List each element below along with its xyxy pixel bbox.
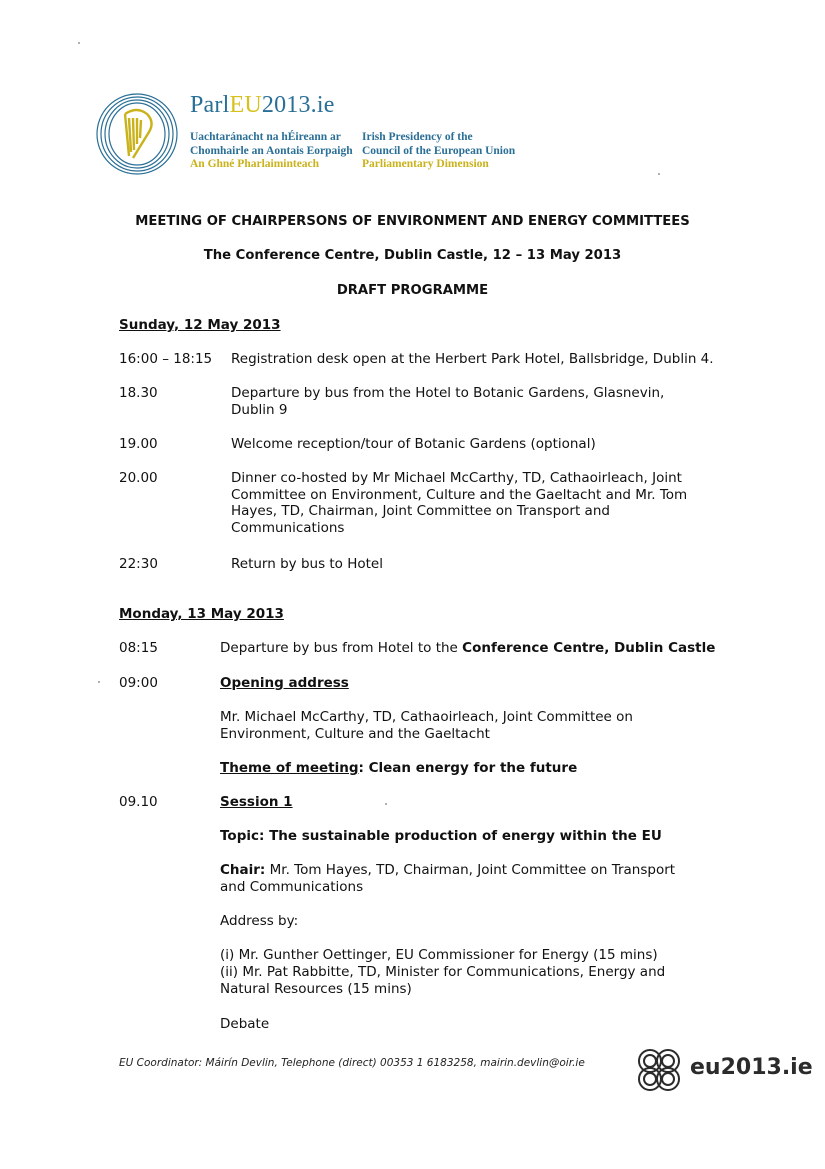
- programme-label: DRAFT PROGRAMME: [336, 283, 489, 298]
- agenda-time: 09.10: [119, 794, 158, 810]
- monday-heading: Monday, 13 May 2013: [119, 606, 284, 622]
- scan-speck: [658, 173, 660, 175]
- scan-speck: [385, 803, 387, 805]
- agenda-text: Departure by bus from the Hotel to Botanic Gardens, Glasnevin, Dublin 9: [231, 385, 665, 418]
- speaker-item: (ii) Mr. Pat Rabbitte, TD, Minister for Communications, Energy and Natural Resources (15 mins): [220, 964, 666, 997]
- brand-title: ParlEU2013.ie: [190, 92, 335, 118]
- debate-label: Debate: [220, 1016, 270, 1032]
- harp-logo-icon: [95, 92, 179, 176]
- opening-address-heading: Opening address: [220, 675, 349, 691]
- agenda-text: Dinner co-hosted by Mr Michael McCarthy, TD, Cathaoirleach, Joint Committee on Environment, Culture and the Gaeltacht and Mr. Tom Hayes, TD, Chairman, Joint Committee on Transport and Communications: [231, 470, 688, 536]
- session-heading: Session 1: [220, 794, 293, 810]
- agenda-text: Registration desk open at the Herbert Park Hotel, Ballsbridge, Dublin 4.: [231, 351, 714, 367]
- sunday-heading: Sunday, 12 May 2013: [119, 317, 281, 333]
- document-subtitle: The Conference Centre, Dublin Castle, 12 – 13 May 2013: [203, 248, 622, 263]
- agenda-time: 22:30: [119, 556, 158, 572]
- agenda-time: 09:00: [119, 675, 158, 691]
- theme-of-meeting: Theme of meeting: Clean energy for the future: [220, 760, 578, 776]
- eu-coordinator-contact: EU Coordinator: Máirín Devlin, Telephone (direct) 00353 1 6183258, mairin.devlin@oir.ie: [119, 1057, 585, 1069]
- irish-language-subtitle: Uachtaránacht na hÉireann ar Chomhairle an Aontais Eorpaigh An Ghné Pharlaiminteach: [190, 131, 353, 170]
- session-topic: Topic: The sustainable production of energy within the EU: [220, 828, 662, 844]
- agenda-time: 18.30: [119, 385, 158, 401]
- agenda-time: 08:15: [119, 640, 158, 656]
- agenda-text: Departure by bus from Hotel to the Conference Centre, Dublin Castle: [220, 640, 716, 656]
- address-by-label: Address by:: [220, 913, 299, 929]
- agenda-text: Welcome reception/tour of Botanic Gardens (optional): [231, 436, 596, 452]
- opening-address-text: Mr. Michael McCarthy, TD, Cathaoirleach, Joint Committee on Environment, Culture and the Gaeltacht: [220, 709, 633, 742]
- session-chair: Chair: Mr. Tom Hayes, TD, Chairman, Joint Committee on Transport and Communications: [220, 862, 676, 895]
- scan-speck: [78, 42, 80, 44]
- english-subtitle: Irish Presidency of the Council of the European Union Parliamentary Dimension: [362, 131, 516, 170]
- document-title: MEETING OF CHAIRPERSONS OF ENVIRONMENT AND ENERGY COMMITTEES: [135, 214, 690, 229]
- eu2013-logo-text: eu2013.ie: [690, 1055, 813, 1080]
- speaker-item: (i) Mr. Gunther Oettinger, EU Commissioner for Energy (15 mins): [220, 947, 658, 963]
- agenda-time: 16:00 – 18:15: [119, 351, 213, 367]
- agenda-time: 20.00: [119, 470, 158, 486]
- eu2013-knot-logo-icon: [634, 1045, 684, 1095]
- agenda-text: Return by bus to Hotel: [231, 556, 383, 572]
- agenda-time: 19.00: [119, 436, 158, 452]
- scan-speck: [98, 681, 100, 683]
